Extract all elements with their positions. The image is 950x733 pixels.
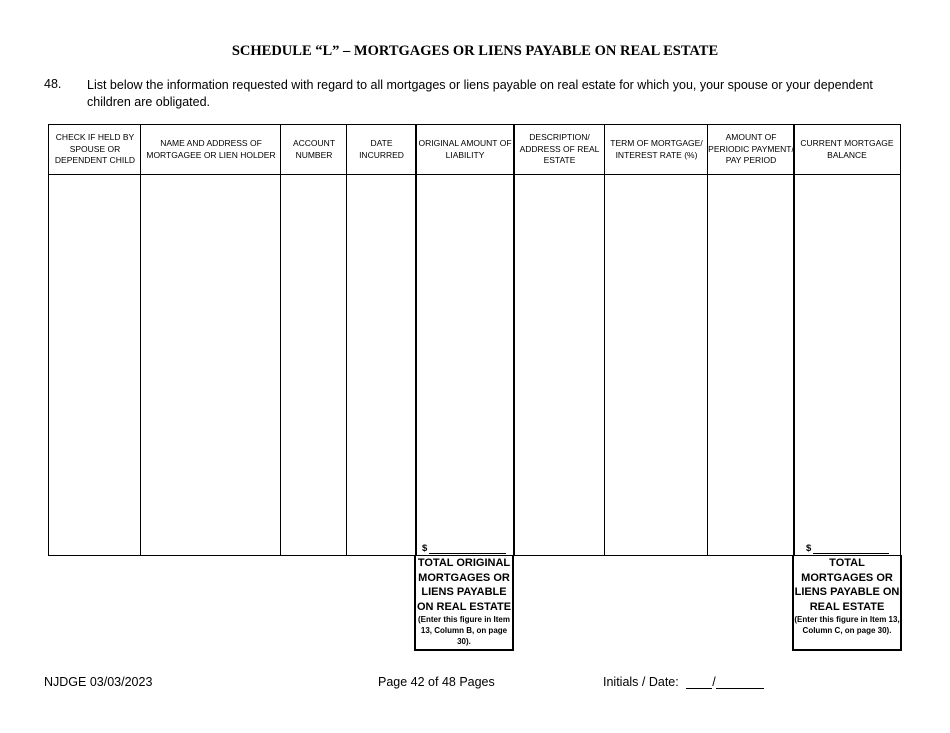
column-header-account-number: ACCOUNT NUMBER xyxy=(281,125,347,175)
mortgage-table xyxy=(48,124,901,556)
mortgagee-cell[interactable] xyxy=(141,175,280,555)
column-header-original-amount: ORIGINAL AMOUNT OF LIABILITY xyxy=(416,125,514,175)
question-text: List below the information requested with regard to all mortgages or liens payable on real estate for which you, your spouse or your dependent children are obligated. xyxy=(87,78,873,109)
description-cell[interactable] xyxy=(515,175,604,555)
total-original-note: (Enter this figure in Item 13, Column B, on page 30). xyxy=(417,615,510,646)
initials-date-separator: / xyxy=(712,675,716,689)
initials-date-field xyxy=(603,675,764,689)
page-number: Page 42 of 48 Pages xyxy=(378,675,495,689)
total-original-label: TOTAL ORIGINAL MORTGAGES OR LIENS PAYABLE ON REAL ESTATE xyxy=(416,557,512,613)
original-amount-cell[interactable] xyxy=(417,175,513,541)
column-header-current-balance: CURRENT MORTGAGE BALANCE xyxy=(794,125,900,175)
total-original-dollar-sign: $ xyxy=(422,543,428,554)
column-header-description: DESCRIPTION/ ADDRESS OF REAL ESTATE xyxy=(514,125,605,175)
date-input[interactable] xyxy=(716,675,764,689)
account-number-cell[interactable] xyxy=(281,175,346,555)
term-rate-cell[interactable] xyxy=(605,175,707,555)
question-number: 48. xyxy=(44,77,62,91)
total-current-amount-input[interactable] xyxy=(813,553,889,554)
column-header-mortgagee: NAME AND ADDRESS OF MORTGAGEE OR LIEN HOLDER xyxy=(141,125,281,175)
held-by-spouse-cell[interactable] xyxy=(49,175,140,555)
column-header-term-rate: TERM OF MORTGAGE/ INTEREST RATE (%) xyxy=(605,125,708,175)
periodic-payment-cell[interactable] xyxy=(708,175,793,555)
current-balance-cell[interactable] xyxy=(795,175,900,541)
total-current-note: (Enter this figure in Item 13, Column C, on page 30). xyxy=(794,615,900,635)
date-incurred-cell[interactable] xyxy=(347,175,415,555)
form-id: NJDGE 03/03/2023 xyxy=(44,675,153,689)
total-original-amount-input[interactable] xyxy=(429,553,506,554)
column-header-date-incurred: DATE INCURRED xyxy=(347,125,416,175)
page-title: SCHEDULE “L” – MORTGAGES OR LIENS PAYABLE ON REAL ESTATE xyxy=(231,43,719,59)
column-header-periodic-payment: AMOUNT OF PERIODIC PAYMENT/ PAY PERIOD xyxy=(708,125,794,175)
column-header-held-by-spouse: CHECK IF HELD BY SPOUSE OR DEPENDENT CHILD xyxy=(49,125,141,175)
initials-input[interactable] xyxy=(686,675,712,689)
total-current-dollar-sign: $ xyxy=(806,543,812,554)
initials-date-label: Initials / Date: xyxy=(603,675,679,689)
total-current-label: TOTAL MORTGAGES OR LIENS PAYABLE ON REAL ESTATE xyxy=(794,557,900,613)
